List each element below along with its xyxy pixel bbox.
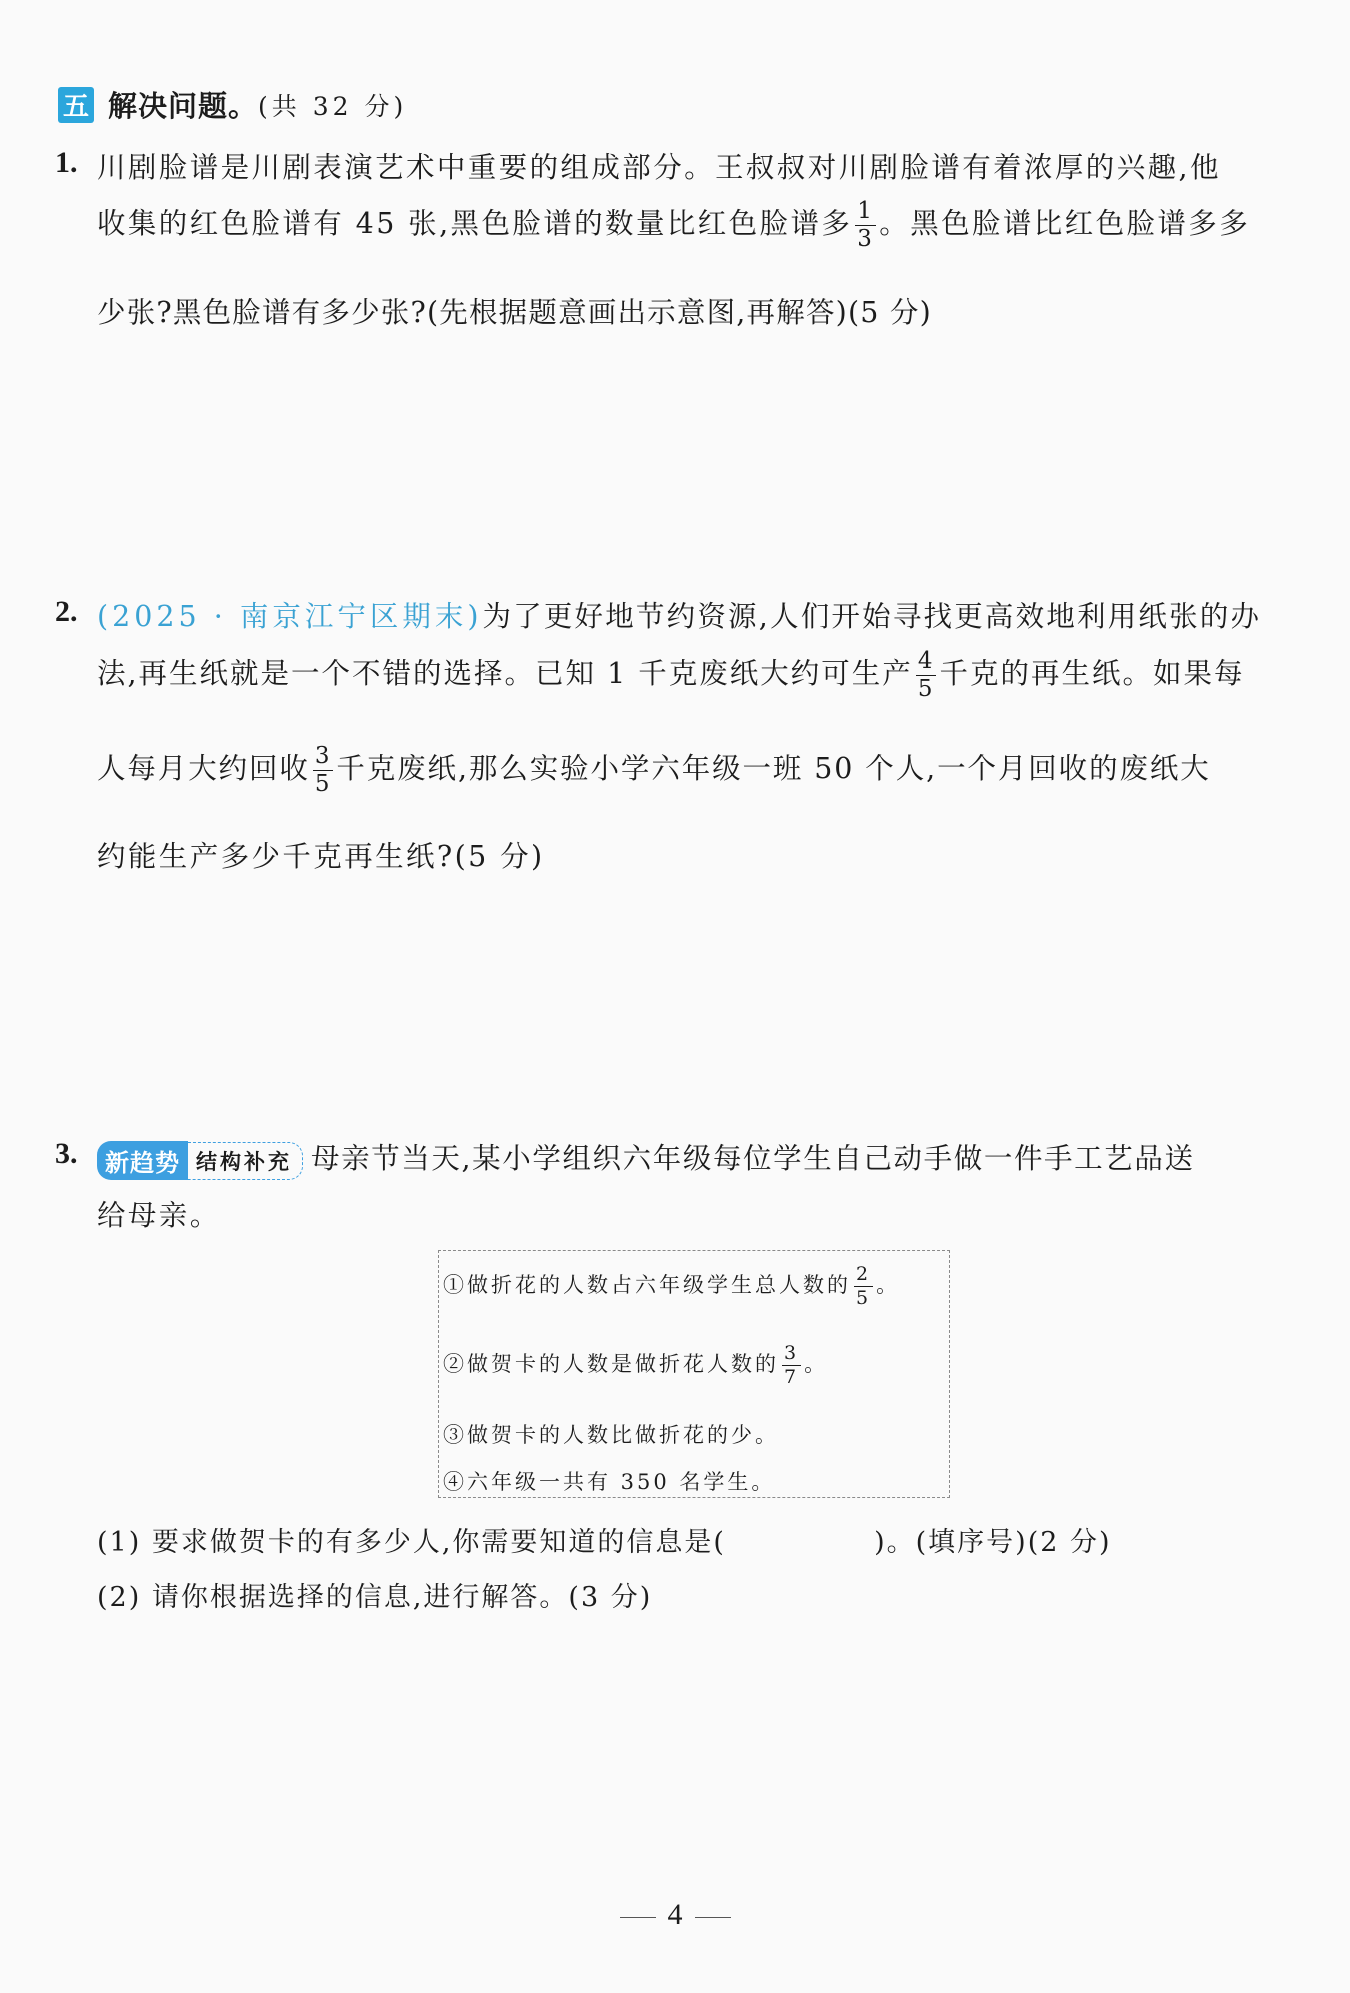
info-item-1: ①做折花的人数占六年级学生总人数的 $\frac{2}{5}$ 。 <box>443 1263 901 1309</box>
page-number: 4 <box>0 1898 1350 1932</box>
page-number-dash-right <box>695 1917 731 1918</box>
info-item-3: ③做贺卡的人数比做折花的少。 <box>443 1423 779 1447</box>
question-2-text: 千克的再生纸。如果每 <box>939 657 1245 690</box>
question-1-number: 1. <box>55 146 78 179</box>
section-number-badge: 五 <box>58 87 94 123</box>
question-1-line-2 <box>97 200 1292 251</box>
fraction-two-fifths: $\frac{2}{5}$ <box>856 1263 872 1309</box>
fraction-three-fifths: $\frac{3}{5}$ <box>314 743 332 797</box>
fraction-four-fifths: $\frac{4}{5}$ <box>917 648 935 702</box>
structure-supplement-tag: 结构补充 <box>188 1142 303 1180</box>
question-3-line-2: 给母亲。 <box>97 1199 221 1232</box>
question-2-text: 千克废纸,那么实验小学六年级一班 50 个人,一个月回收的废纸大 <box>336 752 1211 785</box>
question-1-line-3: 少张?黑色脸谱有多少张?(先根据题意画出示意图,再解答)(5 分) <box>97 296 932 329</box>
section-header <box>58 84 407 125</box>
question-2-source: (2025 · 南京江宁区期末) <box>97 600 483 633</box>
question-3-text: 母亲节当天,某小学组织六年级每位学生自己动手做一件手工艺品送 <box>311 1142 1195 1175</box>
question-2-line-2 <box>97 650 1292 701</box>
section-score: (共 32 分) <box>258 91 408 121</box>
question-1-line-1: 川剧脸谱是川剧表演艺术中重要的组成部分。王叔叔对川剧脸谱有着浓厚的兴趣,他 <box>97 151 1221 184</box>
question-3-number: 3. <box>55 1137 78 1170</box>
question-2-text: 人每月大约回收 <box>97 752 310 785</box>
info-item-2: ②做贺卡的人数是做折花人数的 $\frac{3}{7}$ 。 <box>443 1342 829 1388</box>
section-title: 解决问题。 <box>108 89 259 123</box>
question-2-number: 2. <box>55 595 78 628</box>
question-2-line-3 <box>97 745 1292 796</box>
question-3-line-1 <box>97 1136 1292 1180</box>
question-2-text: 法,再生纸就是一个不错的选择。已知 1 千克废纸大约可生产 <box>97 657 913 690</box>
page-number-dash-left <box>620 1917 656 1918</box>
info-box <box>438 1250 950 1498</box>
question-1-text: 。黑色脸谱比红色脸谱多多 <box>879 207 1251 240</box>
question-2-text: 为了更好地节约资源,人们开始寻找更高效地利用纸张的办 <box>482 600 1262 633</box>
sub-question-1: (1) 要求做贺卡的有多少人,你需要知道的信息是( )。(填序号)(2 分) <box>97 1527 1112 1558</box>
question-1-text: 收集的红色脸谱有 45 张,黑色脸谱的数量比红色脸谱多 <box>97 207 853 240</box>
fraction-one-third: $\frac{1}{3}$ <box>857 198 875 252</box>
fraction-three-sevenths: $\frac{3}{7}$ <box>784 1342 800 1388</box>
info-item-4: ④六年级一共有 350 名学生。 <box>443 1470 776 1494</box>
question-2-line-4: 约能生产多少千克再生纸?(5 分) <box>97 840 545 873</box>
sub-question-2: (2) 请你根据选择的信息,进行解答。(3 分) <box>97 1582 653 1613</box>
new-trend-tag: 新趋势 <box>97 1141 188 1180</box>
question-2-line-1 <box>97 594 1292 635</box>
